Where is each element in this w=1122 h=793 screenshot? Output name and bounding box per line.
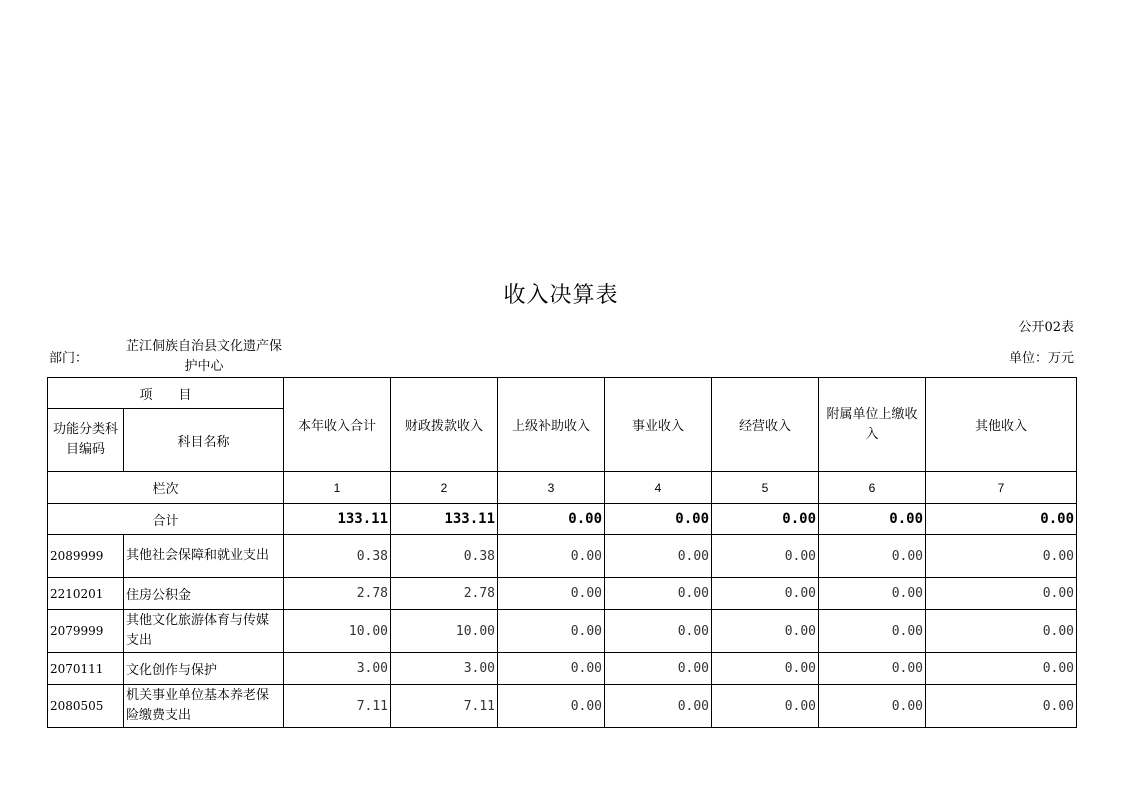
column-index: 4 — [605, 472, 712, 504]
table-row — [48, 653, 1077, 685]
cell-value: 0.00 — [605, 610, 712, 653]
cell-value: 0.38 — [284, 535, 391, 578]
cell-value: 2.78 — [284, 578, 391, 610]
subject-code: 2210201 — [48, 578, 124, 610]
cell-value: 0.38 — [391, 535, 498, 578]
col-header-2: 财政拨款收入 — [391, 378, 498, 472]
total-value: 0.00 — [819, 504, 926, 535]
column-index-label: 栏次 — [48, 472, 284, 504]
code-col-header: 功能分类科目编码 — [48, 409, 124, 472]
table-row — [48, 535, 1077, 578]
department-label: 部门： — [49, 351, 89, 366]
name-col-header: 科目名称 — [124, 409, 284, 472]
col-header-5: 经营收入 — [712, 378, 819, 472]
table-row — [48, 685, 1077, 728]
department-name: 芷江侗族自治县文化遗产保护中心 — [125, 339, 282, 374]
total-value: 0.00 — [498, 504, 605, 535]
cell-value: 0.00 — [605, 535, 712, 578]
cell-value: 10.00 — [391, 610, 498, 653]
column-index-row — [48, 472, 1077, 504]
col-header-1: 本年收入合计 — [284, 378, 391, 472]
total-row — [48, 504, 1077, 535]
cell-value: 0.00 — [712, 653, 819, 685]
cell-value: 0.00 — [498, 685, 605, 728]
subject-name: 其他社会保障和就业支出 — [124, 535, 284, 578]
col-header-6: 附属单位上缴收入 — [819, 378, 926, 472]
cell-value: 0.00 — [498, 535, 605, 578]
cell-value: 0.00 — [712, 685, 819, 728]
total-label: 合计 — [48, 504, 284, 535]
cell-value: 0.00 — [712, 535, 819, 578]
cell-value: 0.00 — [605, 685, 712, 728]
cell-value: 0.00 — [926, 578, 1077, 610]
col-header-4: 事业收入 — [605, 378, 712, 472]
header-row-1 — [48, 378, 1077, 409]
cell-value: 0.00 — [819, 610, 926, 653]
cell-value: 0.00 — [498, 610, 605, 653]
total-value: 0.00 — [926, 504, 1077, 535]
subject-code: 2070111 — [48, 653, 124, 685]
cell-value: 0.00 — [605, 578, 712, 610]
subject-name: 住房公积金 — [124, 578, 284, 610]
subject-name: 其他文化旅游体育与传媒支出 — [124, 610, 284, 653]
column-index: 2 — [391, 472, 498, 504]
cell-value: 7.11 — [391, 685, 498, 728]
income-table — [47, 377, 1077, 728]
column-index: 7 — [926, 472, 1077, 504]
subject-code: 2089999 — [48, 535, 124, 578]
report-title: 收入决算表 — [503, 283, 619, 308]
cell-value: 0.00 — [712, 610, 819, 653]
cell-value: 0.00 — [819, 578, 926, 610]
cell-value: 0.00 — [712, 578, 819, 610]
total-value: 133.11 — [284, 504, 391, 535]
total-value: 133.11 — [391, 504, 498, 535]
column-index: 6 — [819, 472, 926, 504]
cell-value: 10.00 — [284, 610, 391, 653]
table-row — [48, 610, 1077, 653]
cell-value: 0.00 — [926, 610, 1077, 653]
cell-value: 0.00 — [819, 653, 926, 685]
column-index: 1 — [284, 472, 391, 504]
column-index: 5 — [712, 472, 819, 504]
cell-value: 0.00 — [926, 653, 1077, 685]
form-number: 公开02表 — [1018, 320, 1074, 335]
unit-label: 单位：万元 — [1008, 351, 1074, 366]
total-value: 0.00 — [712, 504, 819, 535]
cell-value: 0.00 — [819, 535, 926, 578]
cell-value: 0.00 — [819, 685, 926, 728]
project-header: 项 目 — [48, 378, 284, 409]
cell-value: 7.11 — [284, 685, 391, 728]
table-row — [48, 578, 1077, 610]
col-header-7: 其他收入 — [926, 378, 1077, 472]
subject-name: 文化创作与保护 — [124, 653, 284, 685]
cell-value: 0.00 — [605, 653, 712, 685]
cell-value: 0.00 — [926, 685, 1077, 728]
cell-value: 2.78 — [391, 578, 498, 610]
cell-value: 0.00 — [498, 578, 605, 610]
total-value: 0.00 — [605, 504, 712, 535]
col-header-3: 上级补助收入 — [498, 378, 605, 472]
cell-value: 3.00 — [391, 653, 498, 685]
subject-code: 2079999 — [48, 610, 124, 653]
subject-code: 2080505 — [48, 685, 124, 728]
cell-value: 0.00 — [498, 653, 605, 685]
cell-value: 3.00 — [284, 653, 391, 685]
column-index: 3 — [498, 472, 605, 504]
subject-name: 机关事业单位基本养老保险缴费支出 — [124, 685, 284, 728]
cell-value: 0.00 — [926, 535, 1077, 578]
